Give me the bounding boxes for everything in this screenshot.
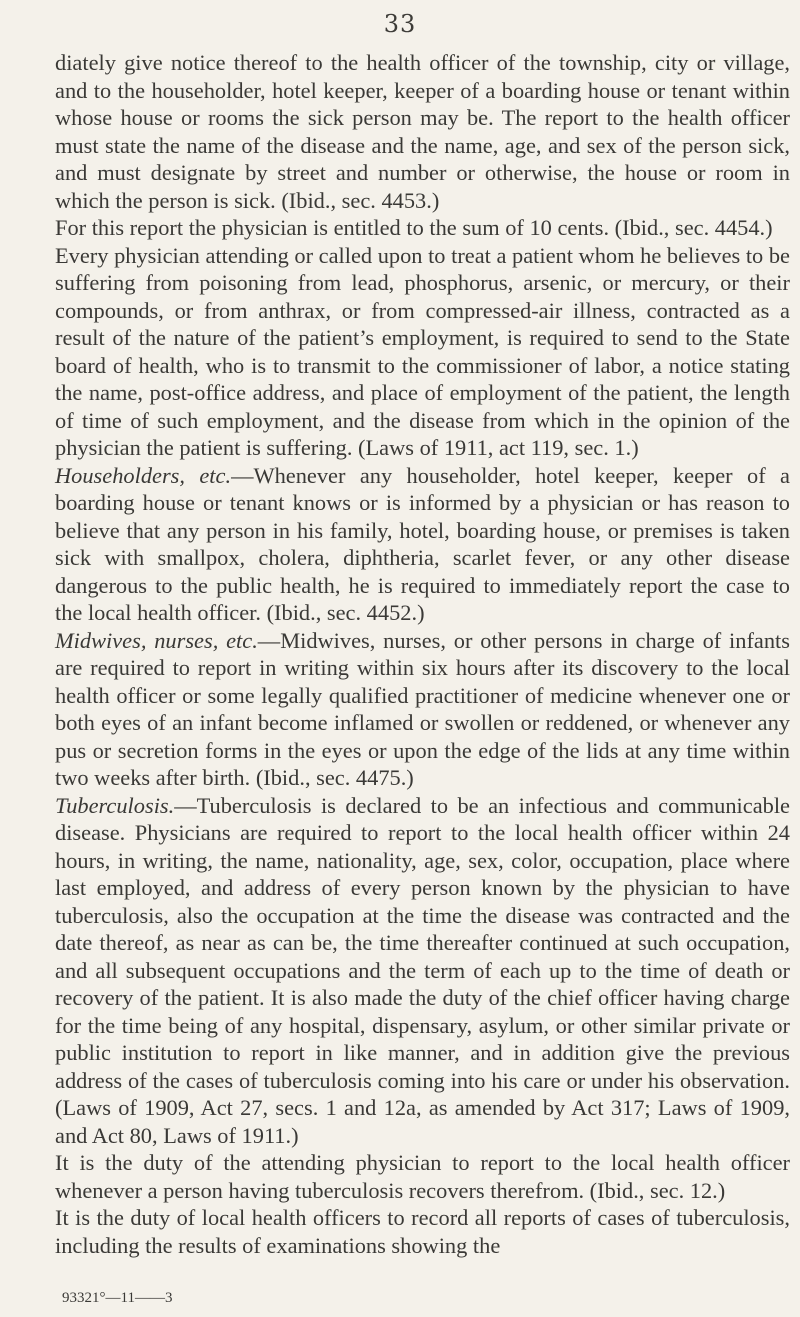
paragraph-midwives	[55, 627, 790, 792]
paragraph-lead: Tuberculosis.	[55, 792, 175, 818]
paragraph-fee	[55, 214, 790, 242]
paragraph-text: For this report the physician is entitled to the sum of 10 cents. (Ibid., sec. 4454.)	[55, 215, 773, 240]
paragraph-occupational-disease	[55, 242, 790, 462]
paragraph-recovery	[55, 1149, 790, 1204]
paragraph-householders	[55, 462, 790, 627]
paragraph-text: —Tuberculosis is declared to be an infectious and communicable disease. Physicians are required to report to the local health officer within 24 hours, in writing, the name, nationality, age, sex, color, occupation, place where last employed, and address of every person known by the physician to have tuberculosis, also the occupation at the time the disease was contracted and the date thereof, as near as can be, the time thereafter continued at such occupation, and all subsequent occupations and the term of each up to the time of death or recovery of the patient. It is also made the duty of the chief officer having charge for the time being of any hospital, dispensary, asylum, or other similar private or public institution to report in like manner, and in addition give the previous address of the cases of tuberculosis coming into his care or under his observation. (Laws of 1909, Act 27, secs. 1 and 12a, as amended by Act 317; Laws of 1909, and Act 80, Laws of 1911.)	[55, 792, 790, 1148]
paragraph-text: It is the duty of the attending physician to report to the local health officer whenever a person having tuberculosis recovers therefrom. (Ibid., sec. 12.)	[55, 1150, 790, 1203]
paragraph-continuation	[55, 49, 790, 214]
footer-signature-code: 93321°—11——3	[62, 1290, 173, 1306]
paragraph-text: diately give notice thereof to the health officer of the township, city or village, and to the householder, hotel keeper, keeper of a boarding house or tenant within whose house or rooms the sick person may be. The report to the health officer must state the name of the disease and the name, age, and sex of the person sick, and must designate by street and number or otherwise, the house or room in which the person is sick. (Ibid., sec. 4453.)	[55, 50, 790, 213]
paragraph-lead: Midwives, nurses, etc.	[55, 627, 258, 653]
paragraph-records	[55, 1204, 790, 1259]
page-number: 33	[383, 10, 417, 38]
paragraph-lead: Householders, etc.	[55, 462, 232, 488]
paragraph-text: It is the duty of local health officers to record all reports of cases of tuberculosis, including the results of examinations showing the	[55, 1205, 790, 1258]
paragraph-text: Every physician attending or called upon to treat a patient whom he believes to be suffering from poisoning from lead, phosphorus, arsenic, or mercury, or their compounds, or from anthrax, or from compressed-air illness, contracted as a result of the nature of the patient’s employment, is required to send to the State board of health, who is to transmit to the commissioner of labor, a notice stating the name, post-office address, and place of employment of the patient, the length of time of such employment, and the disease from which in the opinion of the physician the patient is suffering. (Laws of 1911, act 119, sec. 1.)	[55, 242, 790, 460]
paragraph-text: —Whenever any householder, hotel keeper, keeper of a boarding house or tenant knows or is informed by a physician or has reason to believe that any person in his family, hotel, boarding house, or premises is taken sick with smallpox, cholera, diphtheria, scarlet fever, or any other disease dangerous to the public health, he is required to immediately report the case to the local health officer. (Ibid., sec. 4452.)	[55, 462, 790, 625]
paragraph-text: —Midwives, nurses, or other persons in charge of infants are required to report in writing within six hours after its discovery to the local health officer or some legally qualified practitioner of medicine whenever one or both eyes of an infant become inflamed or swollen or reddened, or whenever any pus or secretion forms in the eyes or upon the edge of the lids at any time within two weeks after birth. (Ibid., sec. 4475.)	[55, 627, 790, 790]
body-text	[55, 49, 790, 1259]
paragraph-tuberculosis	[55, 792, 790, 1150]
